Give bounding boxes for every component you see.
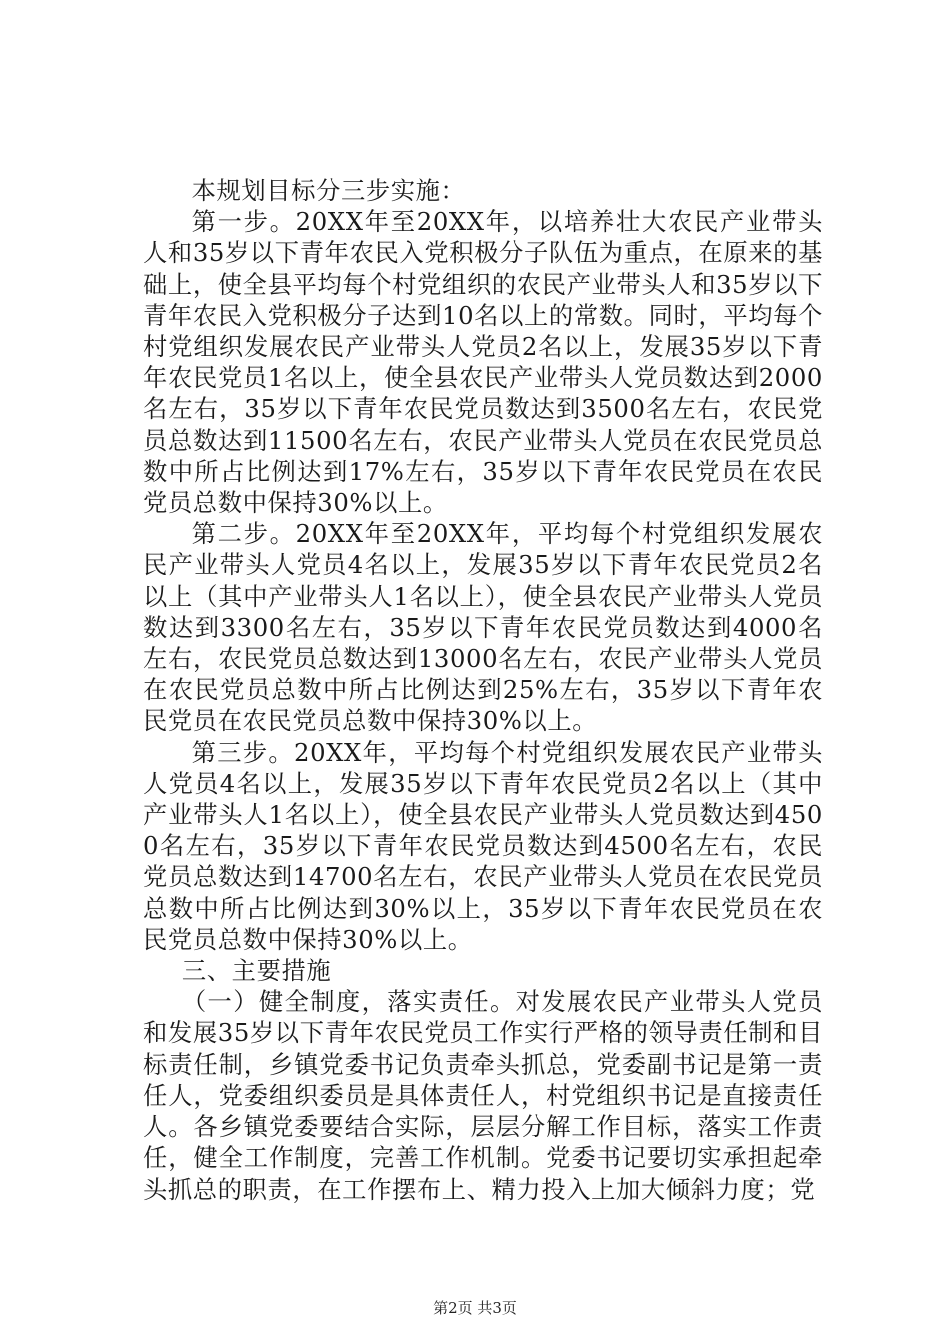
section-heading-main-measures: 三、主要措施 [181,956,332,986]
paragraph-measure-one: （一）健全制度，落实责任。对发展农民产业带头人党员和发展35岁以下青年农民党员工作实行严格的领导责任制和目标责任制，乡镇党委书记负责牵头抓总，党委副书记是第一责任人，党委组织委员是具体责任人，村党组织书记是直接责任人。各乡镇党委要结合实际，层层分解工作目标，落实工作责任，健全工作制度，完善工作机制。党委书记要切实承担起牵头抓总的职责，在工作摆布上、精力投入上加大倾斜力度；党 [143,987,823,1204]
paragraph-step-one: 第一步。20XX年至20XX年，以培养壮大农民产业带头人和35岁以下青年农民入党积极分子队伍为重点，在原来的基础上，使全县平均每个村党组织的农民产业带头人和35岁以下青年农民入党积极分子达到10名以上的常数。同时，平均每个村党组织发展农民产业带头人党员2名以上，发展35岁以下青年农民党员1名以上，使全县农民产业带头人党员数达到2000名左右，35岁以下青年农民党员数达到3500名左右，农民党员总数达到11500名左右，农民产业带头人党员在农民党员总数中所占比例达到17%左右，35岁以下青年农民党员在农民党员总数中保持30%以上。 [143,207,823,518]
paragraph-intro: 本规划目标分三步实施： [191,176,466,205]
page-footer: 第2页 共3页 [433,1299,517,1317]
paragraph-step-three: 第三步。20XX年，平均每个村党组织发展农民产业带头人党员4名以上，发展35岁以下青年农民党员2名以上（其中产业带头人1名以上），使全县农民产业带头人党员数达到4500名左右，35岁以下青年农民党员数达到4500名左右，农民党员总数达到14700名左右，农民产业带头人党员在农民党员总数中所占比例达到30%以上，35岁以下青年农民党员在农民党员总数中保持30%以上。 [143,737,823,954]
paragraph-step-two: 第二步。20XX年至20XX年，平均每个村党组织发展农民产业带头人党员4名以上，发展35岁以下青年农民党员2名以上（其中产业带头人1名以上），使全县农民产业带头人党员数达到3300名左右，35岁以下青年农民党员数达到4000名左右，农民党员总数达到13000名左右，农民产业带头人党员在农民党员总数中所占比例达到25%左右，35岁以下青年农民党员在农民党员总数中保持30%以上。 [143,519,823,736]
document-body [143,175,823,1205]
